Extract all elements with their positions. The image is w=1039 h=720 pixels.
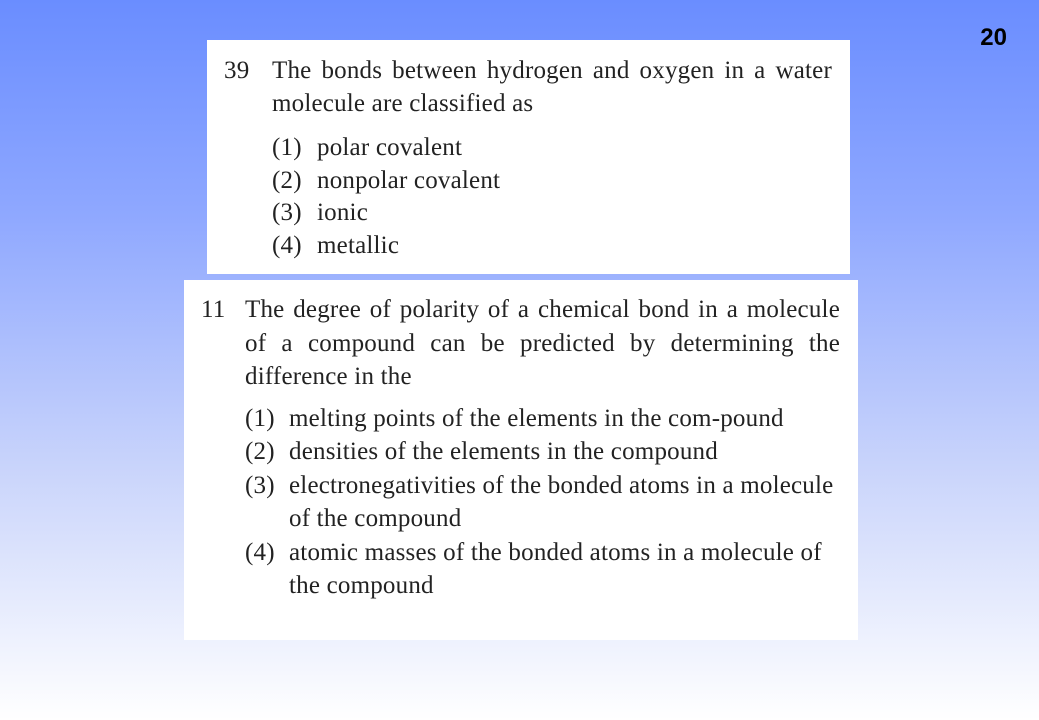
question-stem: The degree of polarity of a chemical bond in a molecule of a compound can be predicted by determining the difference in the — [245, 296, 840, 390]
option-text: electronegativities of the bonded atoms in a molecule of the compound — [289, 471, 834, 532]
answer-option-1 — [272, 132, 832, 165]
option-number: (4) — [272, 231, 302, 259]
option-text: polar covalent — [317, 134, 463, 161]
option-number: (3) — [272, 199, 302, 226]
answer-option-4 — [245, 536, 840, 603]
option-text: atomic masses of the bonded atoms in a molecule of the compound — [289, 538, 822, 599]
answer-options — [201, 402, 840, 603]
option-text: densities of the elements in the compound — [289, 438, 718, 465]
answer-option-3 — [272, 197, 832, 230]
answer-option-2 — [245, 435, 840, 469]
question-stem: The bonds between hydrogen and oxygen in a water molecule are classified as — [272, 57, 832, 117]
answer-option-4 — [272, 230, 832, 263]
answer-option-2 — [272, 165, 832, 198]
answer-options — [224, 132, 832, 262]
option-number: (3) — [245, 471, 275, 499]
question-39 — [207, 40, 850, 262]
question-11 — [184, 280, 858, 603]
option-text: nonpolar covalent — [317, 166, 501, 194]
option-number: (4) — [245, 538, 275, 566]
answer-option-3 — [245, 469, 840, 536]
option-text: melting points of the elements in the com-pound — [289, 404, 784, 432]
question-number: 11 — [201, 296, 226, 323]
slide-number: 20 — [980, 24, 1007, 51]
option-number: (1) — [245, 404, 275, 432]
answer-option-1 — [245, 402, 840, 436]
question-card-39 — [207, 40, 850, 274]
question-card-11 — [184, 280, 858, 640]
option-number: (2) — [272, 166, 302, 194]
option-number: (2) — [245, 438, 275, 465]
option-number: (1) — [272, 134, 302, 161]
question-number: 39 — [224, 57, 250, 84]
option-text: metallic — [317, 231, 400, 259]
option-text: ionic — [317, 199, 368, 226]
